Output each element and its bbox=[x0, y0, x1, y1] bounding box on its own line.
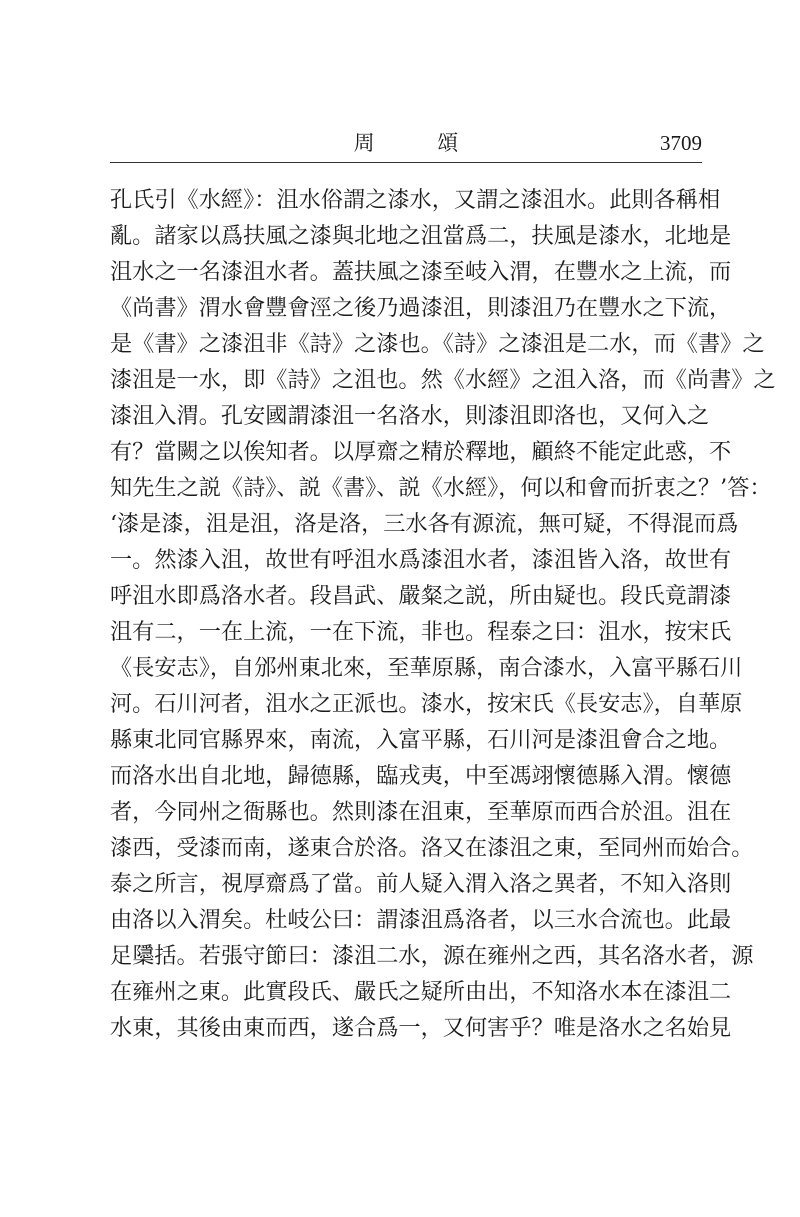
text-line: ‘漆是漆，沮是沮，洛是洛，三水各有源流，無可疑，不得混而爲 bbox=[110, 511, 739, 537]
text-line: 亂。諸家以爲扶風之漆與北地之沮當爲二，扶風是漆水，北地是 bbox=[110, 223, 732, 249]
text-line: 《長安志》，自邠州東北來，至華原縣，南合漆水，入富平縣石川 bbox=[110, 655, 743, 681]
text-line: 沮水之一名漆沮水者。蓋扶風之漆至岐入渭，在豐水之上流，而 bbox=[110, 259, 732, 285]
text-line: 《尚書》渭水會豐會涇之後乃過漆沮，則漆沮乃在豐水之下流， bbox=[110, 295, 732, 321]
text-line: 漆沮入渭。孔安國謂漆沮一名洛水，則漆沮即洛也，又何入之 bbox=[110, 403, 710, 429]
body-text bbox=[110, 182, 776, 1046]
text-line: 呼沮水即爲洛水者。段昌武、嚴粲之説，所由疑也。段氏竟謂漆 bbox=[110, 583, 732, 609]
header-rule bbox=[110, 162, 702, 163]
text-line: 泰之所言，視厚齋爲了當。前人疑入渭入洛之異者，不知入洛則 bbox=[110, 871, 732, 897]
text-line: 由洛以入渭矣。杜岐公曰：謂漆沮爲洛者，以三水合流也。此最 bbox=[110, 907, 732, 933]
text-line: 一。然漆入沮，故世有呼沮水爲漆沮水者，漆沮皆入洛，故世有 bbox=[110, 547, 732, 573]
text-line: 者，今同州之衙縣也。然則漆在沮東，至華原而西合於沮。沮在 bbox=[110, 799, 732, 825]
text-line: 孔氏引《水經》：沮水俗謂之漆水，又謂之漆沮水。此則各稱相 bbox=[110, 187, 721, 213]
text-line: 縣東北同官縣界來，南流，入富平縣，石川河是漆沮會合之地。 bbox=[110, 727, 732, 753]
text-line: 漆西，受漆而南，遂東合於洛。洛又在漆沮之東，至同州而始合。 bbox=[110, 835, 754, 861]
text-line: 沮有二，一在上流，一在下流，非也。程泰之曰：沮水，按宋氏 bbox=[110, 619, 732, 645]
running-header bbox=[110, 128, 702, 162]
text-line: 漆沮是一水，即《詩》之沮也。然《水經》之沮入洛，而《尚書》之 bbox=[110, 367, 776, 393]
text-line: 知先生之説《詩》、説《書》、説《水經》，何以和會而折衷之？’答： bbox=[110, 475, 772, 501]
text-line: 河。石川河者，沮水之正派也。漆水，按宋氏《長安志》，自華原 bbox=[110, 691, 743, 717]
header-title: 周 頌 bbox=[353, 131, 487, 155]
page-number: 3709 bbox=[660, 131, 702, 155]
text-line: 有？當闕之以俟知者。以厚齋之精於釋地，顧終不能定此惑，不 bbox=[110, 439, 732, 465]
text-line: 是《書》之漆沮非《詩》之漆也。《詩》之漆沮是二水，而《書》之 bbox=[110, 331, 765, 357]
text-line: 而洛水出自北地，歸德縣，臨戎夷，中至馮翊懷德縣入渭。懷德 bbox=[110, 763, 732, 789]
text-line: 足櫽括。若張守節曰：漆沮二水，源在雍州之西，其名洛水者，源 bbox=[110, 943, 754, 969]
text-line: 水東，其後由東而西，遂合爲一，又何害乎？唯是洛水之名始見 bbox=[110, 1015, 732, 1041]
text-line: 在雍州之東。此實段氏、嚴氏之疑所由出，不知洛水本在漆沮二 bbox=[110, 979, 732, 1005]
